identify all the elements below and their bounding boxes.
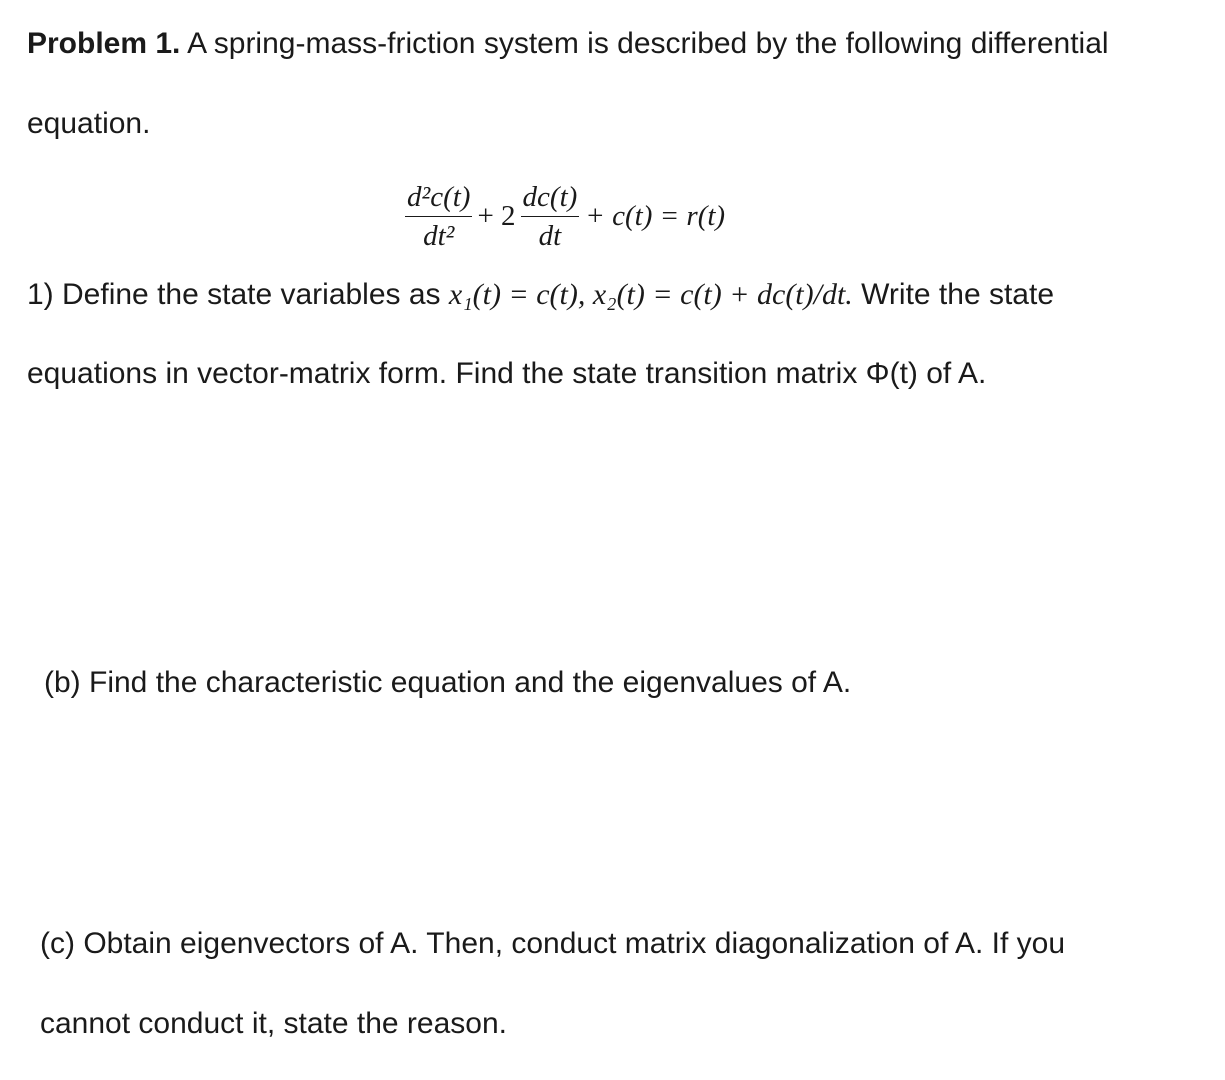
problem-intro-text: A spring-mass-friction system is described by the following differential (180, 27, 1109, 60)
state-variable-definitions: x₁(t) = c(t), x₂(t) = c(t) + dc(t)/dt. (448, 278, 853, 311)
fraction-bar (521, 216, 580, 217)
part1-text-b: Write the state (852, 278, 1055, 311)
differential-equation (403, 176, 725, 256)
fraction-numerator: d²c(t) (407, 180, 471, 213)
part1-line2: equations in vector-matrix form. Find the state transition matrix Φ(t) of A. (27, 357, 987, 390)
fraction-bar (405, 216, 472, 217)
first-derivative-fraction (521, 180, 580, 253)
fraction-numerator: dc(t) (522, 180, 578, 213)
problem-intro-line2: equation. (27, 107, 151, 140)
equation-remainder: + c(t) = r(t) (585, 199, 726, 232)
part-b-text: (b) Find the characteristic equation and the eigenvalues of A. (44, 666, 852, 699)
part-c-line1: (c) Obtain eigenvectors of A. Then, conduct matrix diagonalization of A. If you (40, 927, 1066, 960)
problem-label: Problem 1. (27, 27, 181, 60)
part1-text-a: 1) Define the state variables as (27, 278, 449, 311)
second-derivative-fraction (405, 180, 472, 253)
fraction-denominator: dt² (423, 219, 455, 252)
plus-coefficient: + 2 (477, 199, 516, 232)
part1-line1 (27, 275, 1054, 315)
problem-intro-line1 (27, 24, 1109, 64)
fraction-denominator: dt (538, 219, 562, 252)
part-c-line2: cannot conduct it, state the reason. (40, 1007, 507, 1040)
